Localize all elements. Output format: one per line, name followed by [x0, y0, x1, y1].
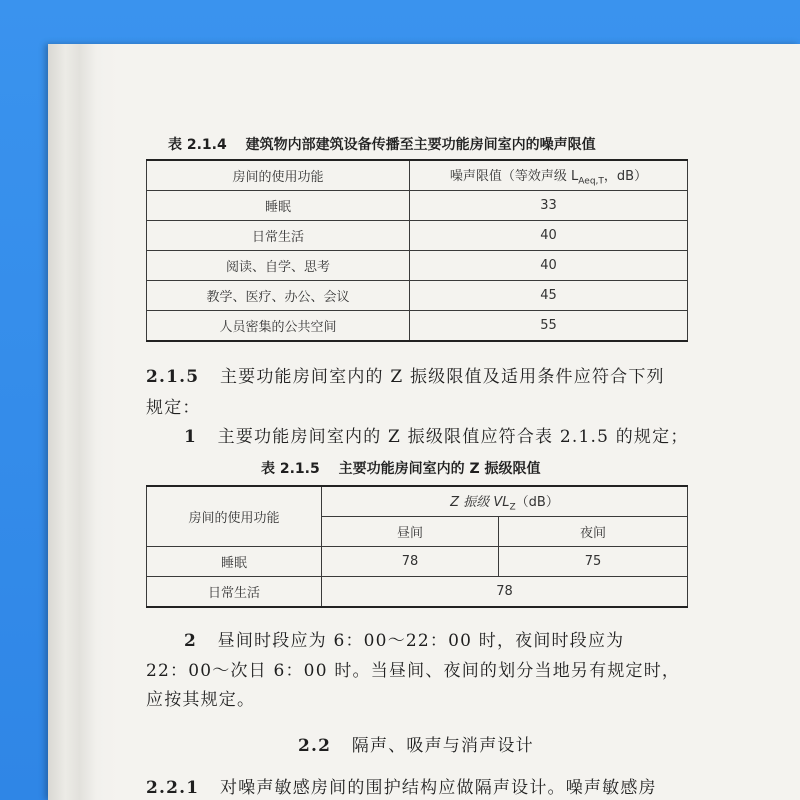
table-number: 表 2.1.4 [168, 137, 227, 153]
cell-function: 日常生活 [147, 221, 410, 251]
cell-value: 78 [322, 577, 688, 608]
table-number: 表 2.1.5 [261, 461, 320, 477]
table-row [147, 191, 688, 221]
item-text: 主要功能房间室内的 Z 振级限值应符合表 2.1.5 的规定； [217, 427, 689, 447]
section-title: 隔声、吸声与消声设计 [351, 736, 534, 756]
cell-function: 睡眠 [147, 547, 322, 577]
item-number: 2 [184, 631, 198, 651]
cell-function: 阅读、自学、思考 [147, 251, 410, 281]
item-text: 昼间时段应为 6：00～22：00 时，夜间时段应为 [217, 631, 625, 651]
book-page [48, 44, 800, 800]
cell-function: 人员密集的公共空间 [147, 311, 410, 342]
cell-value: 45 [410, 281, 688, 311]
clause-text: 主要功能房间室内的 Z 振级限值及适用条件应符合下列 [219, 367, 665, 387]
vibration-limit-table [146, 485, 688, 608]
table-row [147, 281, 688, 311]
cell-value: 40 [410, 221, 688, 251]
cell-night-value: 75 [499, 547, 688, 577]
table-header-row [147, 160, 688, 191]
table-row [147, 311, 688, 342]
table-row [147, 251, 688, 281]
header-room-function: 房间的使用功能 [147, 160, 410, 191]
table-caption-2-1-4 [168, 134, 596, 154]
table-title: 建筑物内部建筑设备传播至主要功能房间室内的噪声限值 [245, 137, 596, 153]
cell-value: 55 [410, 311, 688, 342]
cell-value: 33 [410, 191, 688, 221]
clause-text: 对噪声敏感房间的围护结构应做隔声设计。噪声敏感房 [219, 778, 657, 798]
header-noise-limit: 噪声限值（等效声级 $L_{Aeq,T}$，dB） [410, 160, 688, 191]
clause-2-1-5-item1 [184, 422, 689, 447]
header-daytime: 昼间 [322, 517, 499, 547]
section-number: 2.2 [298, 736, 332, 756]
item2-line3: 应按其规定。 [146, 690, 256, 710]
table-row [147, 547, 688, 577]
table-header-row [147, 486, 688, 517]
page-content [48, 44, 800, 800]
clause-number: 2.2.1 [146, 778, 200, 798]
header-z-vibration-level: Z 振级 $VL_Z(dB)$ [322, 486, 688, 517]
cell-function: 日常生活 [147, 577, 322, 608]
clause-number: 2.1.5 [146, 367, 200, 387]
table-row [147, 577, 688, 608]
section-heading-2-2 [298, 731, 534, 756]
table-caption-2-1-5 [261, 458, 541, 478]
item2-line1 [184, 626, 624, 651]
clause-2-2-1-line1 [146, 773, 657, 798]
item2-line2: 22：00～次日 6：00 时。当昼间、夜间的划分当地另有规定时， [146, 661, 681, 681]
table-row [147, 221, 688, 251]
cell-day-value: 78 [322, 547, 499, 577]
noise-limit-table [146, 159, 688, 342]
clause-2-1-5-line1 [146, 362, 665, 387]
cell-function: 睡眠 [147, 191, 410, 221]
header-room-function: 房间的使用功能 [147, 486, 322, 547]
header-nighttime: 夜间 [499, 517, 688, 547]
clause-2-1-5-line2: 规定： [146, 398, 201, 418]
item-number: 1 [184, 427, 198, 447]
table-title: 主要功能房间室内的 Z 振级限值 [338, 461, 541, 477]
cell-value: 40 [410, 251, 688, 281]
cell-function: 教学、医疗、办公、会议 [147, 281, 410, 311]
